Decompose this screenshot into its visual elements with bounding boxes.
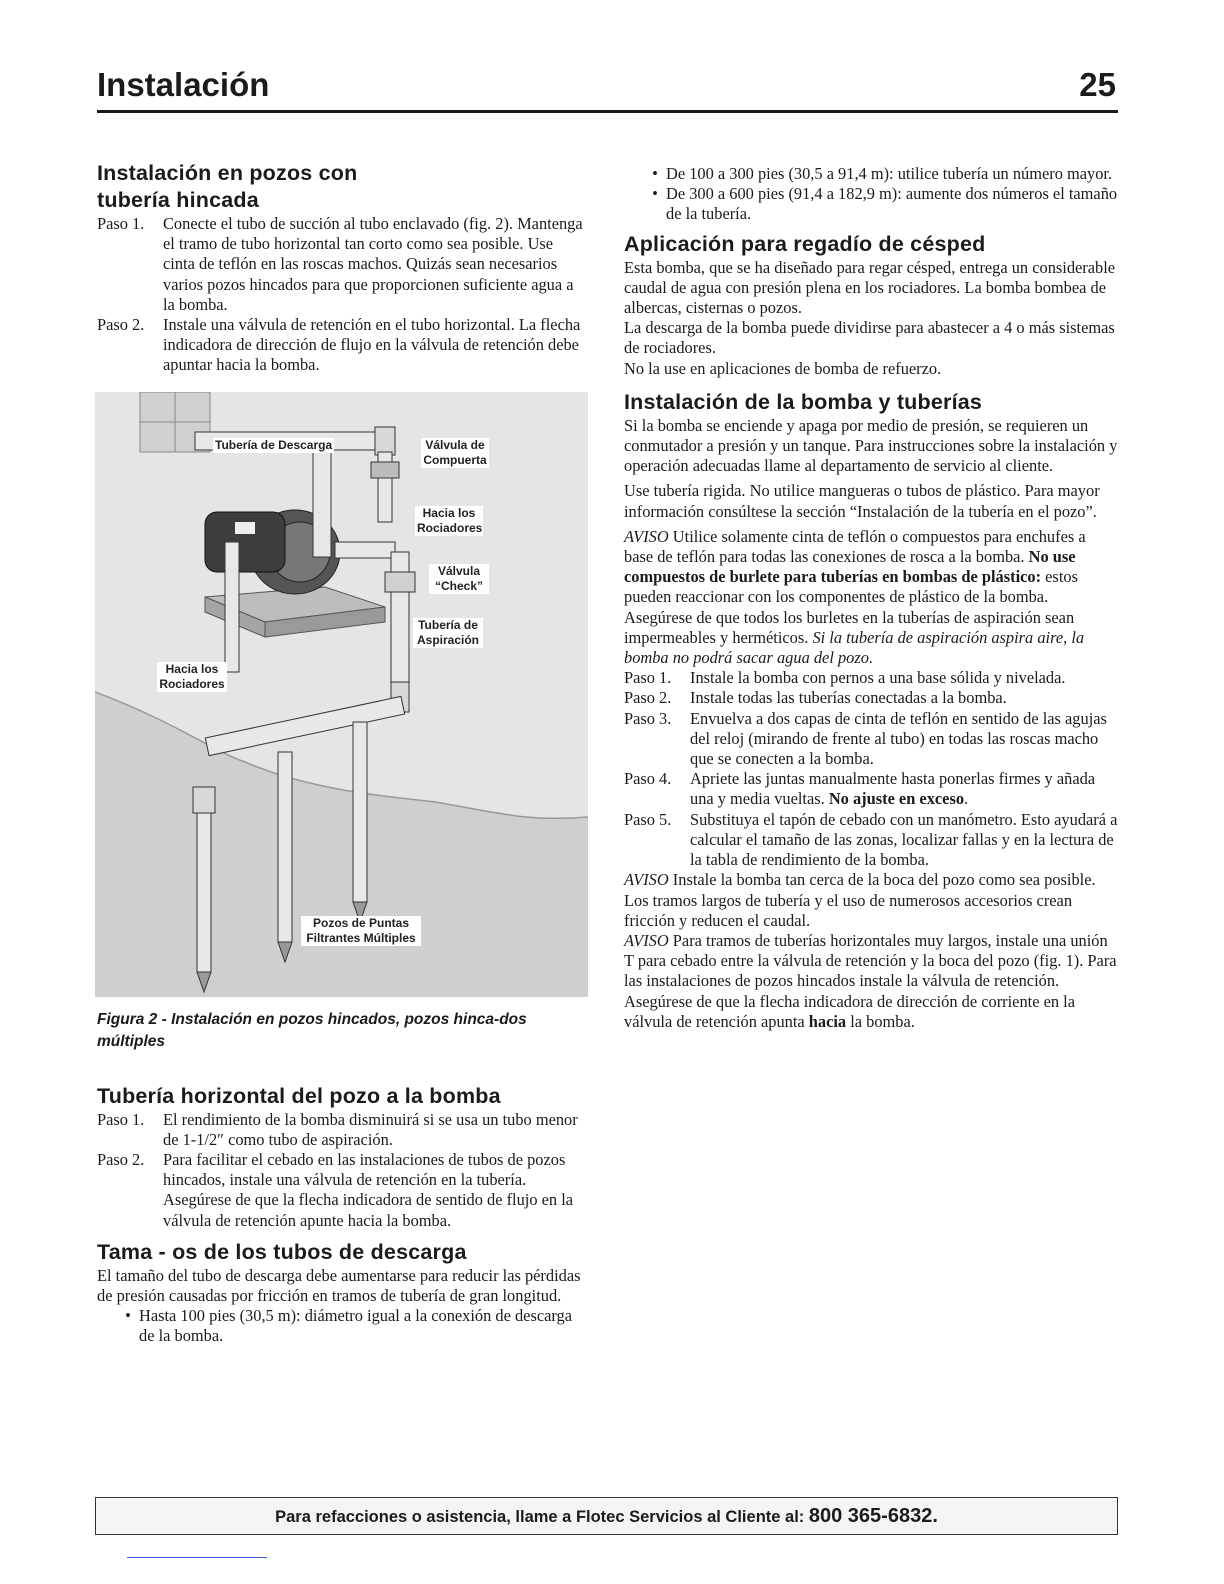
- page-number: 25: [1079, 66, 1116, 103]
- paragraph: La descarga de la bomba puede dividirse para abastecer a 4 o más sistemas de rociadores.: [624, 318, 1115, 358]
- label-tuberia-descarga: Tubería de Descarga: [215, 437, 333, 452]
- aviso-paragraph: AVISO Utilice solamente cinta de teflón o compuestos para enchufes a base de teflón para todas las conexiones de rosca a la bomba. No use compuestos de burlete para tuberías en bombas de plástico: estos pueden reaccionar con los componentes de plástico de la bomba. Asegúrese de que todos los burletes en la tuberías de aspiración sean impermeables y herméticos. Si la tubería de aspiración aspira aire, la bomba no podrá sacar agua del pozo.: [624, 526, 1086, 668]
- step-item: Paso 2. Instale todas las tuberías conectadas a la bomba.: [624, 688, 1007, 708]
- footer-phone: 800 365-6832.: [808, 1505, 938, 1527]
- label-pozos-puntas: Pozos de Puntas Filtrantes Múltiples: [301, 916, 421, 946]
- paragraph: Esta bomba, que se ha diseñado para regar césped, entrega un considerable caudal de agua con presión plena en los rociadores. La bomba bombea de albercas, cisternas o pozos.: [624, 257, 1116, 318]
- aviso-paragraph: AVISO Instale la bomba tan cerca de la boca del pozo como sea posible. Los tramos largos de tubería y el uso de numerosos accesorios crean fricción y reducen el caudal.: [624, 870, 1096, 930]
- step-item: Paso 1. El rendimiento de la bomba disminuirá si se usa un tubo menor de 1-1/2″ como tubo de aspiración.: [97, 1109, 578, 1149]
- left-column: [97, 160, 589, 1347]
- label-tuberia-aspiracion: Tubería de Aspiración: [413, 618, 483, 648]
- paragraph: Use tubería rigida. No utilice mangueras o tubos de plástico. Para mayor información consúltese la sección “Instalación de la tubería en el pozo”.: [624, 481, 1100, 521]
- step-item: Paso 2. Para facilitar el cebado en las instalaciones de tubos de pozos hincados, instale una válvula de retención en la tubería. Asegúrese de que la flecha indicadora de sentido de flujo en la válvula de retención apunte hacia la bomba.: [97, 1150, 574, 1230]
- aviso-paragraph: AVISO Para tramos de tuberías horizontales muy largos, instale una unión T para cebado entre la válvula de retención y la boca del pozo (fig. 1). Para las instalaciones de pozos hincados instale la válvula de retención. Asegúrese de que la flecha indicadora de dirección de corriente en la válvula de retención apunta hacia la bomba.: [624, 930, 1117, 1031]
- page-header: [97, 62, 1118, 113]
- pump-diagram-illustration: [95, 392, 588, 997]
- footer-underline: [127, 1557, 267, 1558]
- list-item: • De 100 a 300 pies (30,5 a 91,4 m): utilice tubería un número mayor.: [652, 164, 1113, 183]
- section-title-tuberia-horizontal: Tubería horizontal del pozo a la bomba: [97, 1083, 501, 1108]
- page-title: Instalación: [97, 66, 270, 103]
- label-valvula-compuerta: Válvula de Compuerta: [421, 438, 489, 468]
- section-title-pozos-hincada: Instalación en pozos con tubería hincada: [97, 161, 358, 212]
- section-title-instalacion-bomba: Instalación de la bomba y tuberías: [624, 389, 983, 414]
- list-item: • Hasta 100 pies (30,5 m): diámetro igual a la conexión de descarga de la bomba.: [125, 1306, 572, 1346]
- step-item: Paso 4. Apriete las juntas manualmente hasta ponerlas firmes y añada una y media vueltas. No ajuste en exceso.: [624, 769, 1096, 809]
- step-item: Paso 5. Substituya el tapón de cebado con un manómetro. Esto ayudará a calcular el tamaño de las zonas, localizar fallas y en la lectura de la tabla de rendimiento de la bomba.: [624, 809, 1118, 870]
- label-valvula-check: Válvula “Check”: [429, 564, 489, 594]
- step-item: Paso 1. Instale la bomba con pernos a una base sólida y nivelada.: [624, 668, 1066, 688]
- section-title-regadio: Aplicación para regadío de césped: [624, 231, 986, 256]
- figure-caption: Figura 2 - Instalación en pozos hincados, pozos hinca-dos múltiples: [97, 1010, 527, 1050]
- bullet-list: [644, 164, 1118, 225]
- step-item: Paso 3. Envuelva a dos capas de cinta de teflón en sentido de las agujas del reloj (mirando de frente al tubo) en todas las roscas macho que se conecten a la bomba.: [624, 708, 1107, 769]
- section-title-tamanos-descarga: Tama - os de los tubos de descarga: [97, 1239, 467, 1264]
- footer-text: Para refacciones o asistencia, llame a Flotec Servicios al Cliente al:: [275, 1508, 809, 1526]
- paragraph: Si la bomba se enciende y apaga por medio de presión, se requieren un conmutador a presión y un tanque. Para instrucciones sobre la instalación y operación adecuadas llame al departamento de servicio al cliente.: [624, 415, 1118, 476]
- bullet-list: [117, 1306, 589, 1346]
- step-item: Paso 2. Instale una válvula de retención en el tubo horizontal. La flecha indicadora de dirección de flujo en la válvula de retención debe apuntar hacia la bomba.: [97, 315, 581, 375]
- footer-banner: [95, 1497, 1118, 1535]
- list-item: • De 300 a 600 pies (91,4 a 182,9 m): aumente dos números el tamaño de la tubería.: [652, 184, 1118, 224]
- pump-installation-figure: [95, 392, 588, 997]
- label-hacia-rociadores-1: Hacia los Rociadores: [417, 505, 483, 535]
- right-column: [624, 160, 1118, 1032]
- paragraph: El tamaño del tubo de descarga debe aumentarse para reducir las pérdidas de presión causadas por fricción en tramos de tubería de gran longitud.: [97, 1265, 581, 1306]
- paragraph: No la use en aplicaciones de bomba de refuerzo.: [624, 358, 942, 378]
- step-item: Paso 1. Conecte el tubo de succión al tubo enclavado (fig. 2). Mantenga el tramo de tubo horizontal tan corto como sea posible. Use cinta de teflón en las roscas machos. Quizás sean necesarios varios pozos hincados para que proporcionen suficiente agua a la bomba.: [97, 214, 583, 314]
- label-hacia-rociadores-2: Hacia los Rociadores: [157, 662, 227, 692]
